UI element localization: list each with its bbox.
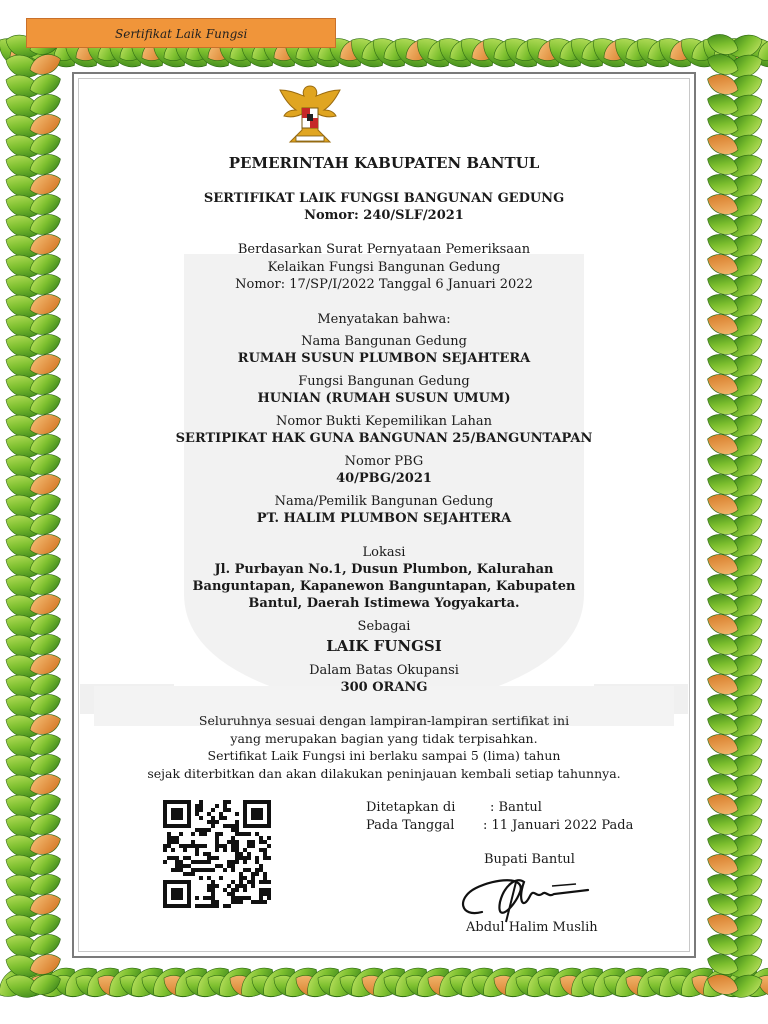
closing-line-1: Seluruhnya sesuai dengan lampiran-lampiran sertifikat ini — [198, 713, 570, 728]
garuda-emblem-icon — [276, 80, 344, 146]
issued-date-label: Pada Tanggal — [366, 818, 455, 833]
signatory-name: Abdul Halim Muslih — [466, 920, 598, 935]
field-value-owner: PT. HALIM PLUMBON SEJAHTERA — [256, 511, 512, 526]
location-line-3: Bantul, Daerah Istimewa Yogyakarta. — [248, 596, 520, 611]
issued-date-value: : 11 Januari 2022 Pada — [483, 818, 634, 833]
issued-place-label: Ditetapkan di — [366, 800, 456, 815]
status-value: LAIK FUNGSI — [326, 637, 442, 655]
as-label: Sebagai — [357, 619, 411, 634]
location-line-1: Jl. Purbayan No.1, Dusun Plumbon, Kalurahan — [214, 562, 554, 577]
field-label-building-function: Fungsi Bangunan Gedung — [298, 374, 470, 389]
occupancy-value: 300 ORANG — [340, 680, 428, 695]
field-value-land-ownership: SERTIPIKAT HAK GUNA BANGUNAN 25/BANGUNTAPAN — [175, 431, 593, 446]
signatory-title: Bupati Bantul — [484, 852, 575, 867]
header-tab: Sertifikat Laik Fungsi — [26, 18, 336, 48]
field-label-owner: Nama/Pemilik Bangunan Gedung — [274, 494, 494, 509]
issued-place-value: : Bantul — [490, 800, 542, 815]
basis-line-2: Kelaikan Fungsi Bangunan Gedung — [267, 260, 501, 275]
field-label-pbg-number: Nomor PBG — [344, 454, 424, 469]
declaration-text: Menyatakan bahwa: — [317, 312, 451, 327]
field-value-building-function: HUNIAN (RUMAH SUSUN UMUM) — [257, 391, 511, 406]
issuer-heading: PEMERINTAH KABUPATEN BANTUL — [228, 154, 540, 172]
field-value-building-name: RUMAH SUSUN PLUMBON SEJAHTERA — [237, 351, 531, 366]
certificate-number: Nomor: 240/SLF/2021 — [304, 208, 464, 223]
field-label-building-name: Nama Bangunan Gedung — [301, 334, 467, 349]
basis-line-1: Berdasarkan Surat Pernyataan Pemeriksaan — [237, 242, 531, 257]
location-label: Lokasi — [362, 545, 406, 560]
location-line-2: Banguntapan, Kapanewon Banguntapan, Kabupaten — [192, 579, 576, 594]
basis-line-3: Nomor: 17/SP/I/2022 Tanggal 6 Januari 2022 — [235, 277, 533, 292]
closing-line-4: sejak diterbitkan dan akan dilakukan peninjauan kembali setiap tahunnya. — [147, 766, 621, 781]
field-label-land-ownership: Nomor Bukti Kepemilikan Lahan — [276, 414, 492, 429]
occupancy-label: Dalam Batas Okupansi — [309, 663, 459, 678]
qr-code-icon — [163, 800, 271, 908]
closing-line-3: Sertifikat Laik Fungsi ini berlaku sampai 5 (lima) tahun — [207, 748, 561, 763]
closing-line-2: yang merupakan bagian yang tidak terpisahkan. — [230, 731, 538, 746]
field-value-pbg-number: 40/PBG/2021 — [336, 471, 432, 486]
certificate-title: SERTIFIKAT LAIK FUNGSI BANGUNAN GEDUNG — [203, 191, 565, 206]
